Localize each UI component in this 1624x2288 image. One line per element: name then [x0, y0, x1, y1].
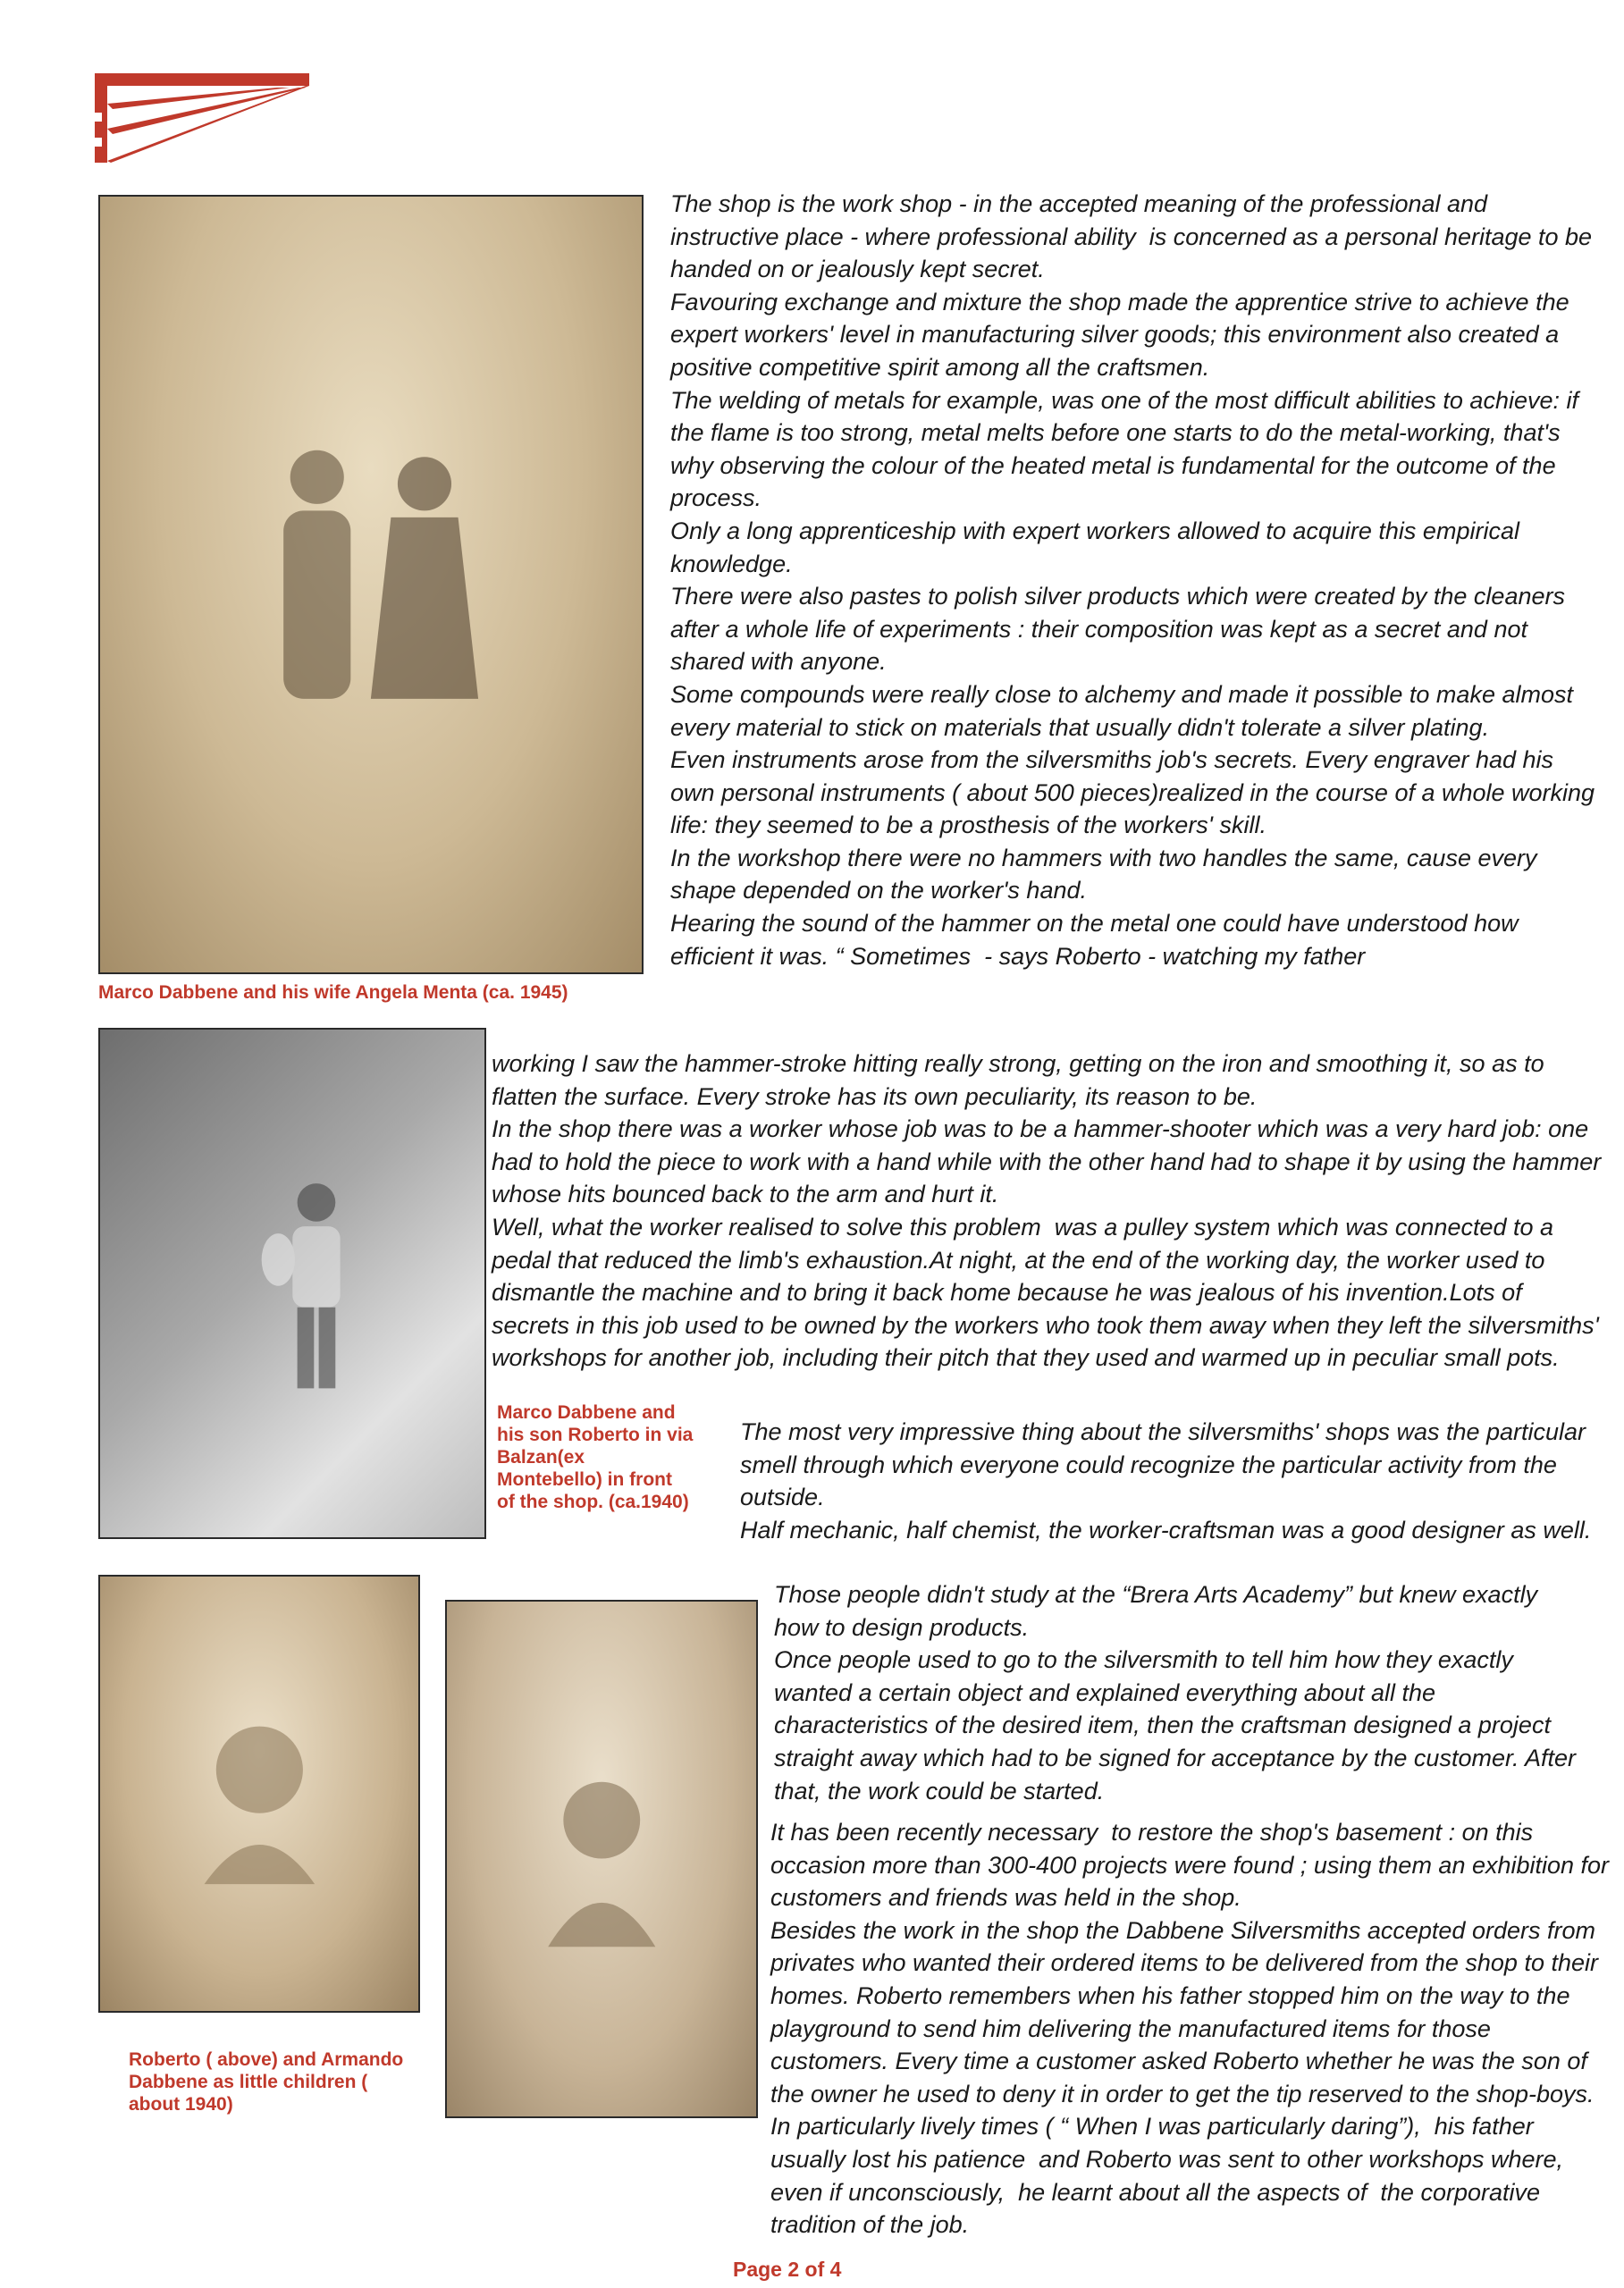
photo-couple [98, 195, 644, 974]
article-text-block-3: The most very impressive thing about the silversmiths' shops was the particular smell through which everyone could recognize the particular activity from the outside. Half mechanic, half chemist, the worker-craftsman was a good designer as well. [740, 1418, 1592, 1544]
page-number: Page 2 of 4 [733, 2258, 842, 2281]
photo-couple-icon [203, 344, 539, 825]
caption-children: Roberto ( above) and Armando Dabbene as little children ( about 1940) [129, 2049, 404, 2115]
photo-child-roberto [98, 1575, 420, 2013]
silversmith-logo-icon [93, 72, 316, 164]
photo-child-icon [506, 1699, 698, 2018]
article-text-block-1: The shop is the work shop - in the accepted meaning of the professional and instructive place - where professional ability is concerned as a personal heritage to be handed on or jealously kept secret. Favouring exchange and mixture the shop made the apprentice strive to achieve the expert workers' level in manufacturing silver goods; this environment also created a positive competitive spirit among all the craftsmen. The welding of metals for example, was one of the most difficult abilities to achieve: if the flame is too strong, metal melts before one starts to do the metal-working, that's why observing the colour of the heated metal is fundamental for the outcome of the process. Only a long apprenticeship with expert workers allowed to acquire this empirical knowledge. There were also pastes to polish silver products which were created by the cleaners after a whole life of experiments : their composition was kept as a secret and not shared with anyone. Some compounds were really close to alchemy and made it possible to make almost every material to stick on materials that usually didn't tolerate a silver plating. Even instruments arose from the silversmiths job's secrets. Every engraver had his own personal instruments ( about 500 pieces)realized in the course of a whole working life: they seemed to be a prosthesis of the workers' skill. In the workshop there were no hammers with two handles the same, cause every shape depended on the worker's hand. Hearing the sound of the hammer on the metal one could have understood how efficient it was. “ Sometimes - says Roberto - watching my father [670, 190, 1595, 970]
photo-child-icon [161, 1659, 358, 1928]
article-text-block-5: It has been recently necessary to restore the shop's basement : on this occasion more than 300-400 projects were found ; using them an exhibition for customers and friends was held in the shop. Besides the work in the shop the Dabbene Silversmiths accepted orders from privates who wanted their ordered items to be delivered from the shop to their homes. Roberto remembers when his father stopped him on the way to the playground to send him delivering the manufactured items for those customers. Every time a customer asked Roberto whether he was the son of the owner he used to deny it in order to get the tip reserved to the shop-boys. In particularly lively times ( “ When I was particularly daring”), his father usually lost his patience and Roberto was sent to other workshops where, even if unconsciously, he learnt about all the aspects of the corporative tradition of the job. [770, 1819, 1610, 2239]
caption-father-son: Marco Dabbene and his son Roberto in via Balzan(ex Montebello) in front of the shop. (ca.1940) [497, 1402, 694, 1512]
photo-father-son-icon [173, 1126, 412, 1441]
article-text-block-4: Those people didn't study at the “Brera Arts Academy” but knew exactly how to design products. Once people used to go to the silversmith to tell him how they exactly wanted a certain object and explained everything about all the characteristics of the desired item, then the craftsman designed a project straight away which had to be signed for acceptance by the customer. After that, the work could be started. [774, 1581, 1576, 1804]
article-text-block-2: working I saw the hammer-stroke hitting really strong, getting on the iron and smoothing it, so as to flatten the surface. Every stroke has its own peculiarity, its reason to be. In the shop there was a worker whose job was to be a hammer-shooter which was a very hard job: one had to hold the piece to work with a hand while with the other hand had to shape it by using the hammer whose hits bounced back to the arm and hurt it. Well, what the worker realised to solve this problem was a pulley system which was connected to a pedal that reduced the limb's exhaustion.At night, at the end of the working day, the worker used to dismantle the machine and to bring it back home because he was jealous of his invention.Lots of secrets in this job used to be owned by the workers who took them away when they left the silversmiths' workshops for another job, including their pitch that they used and warmed up in peculiar small pots. [492, 1050, 1602, 1372]
caption-couple: Marco Dabbene and his wife Angela Menta (ca. 1945) [98, 982, 568, 1003]
photo-father-son [98, 1028, 486, 1539]
photo-child-armando [445, 1600, 758, 2118]
